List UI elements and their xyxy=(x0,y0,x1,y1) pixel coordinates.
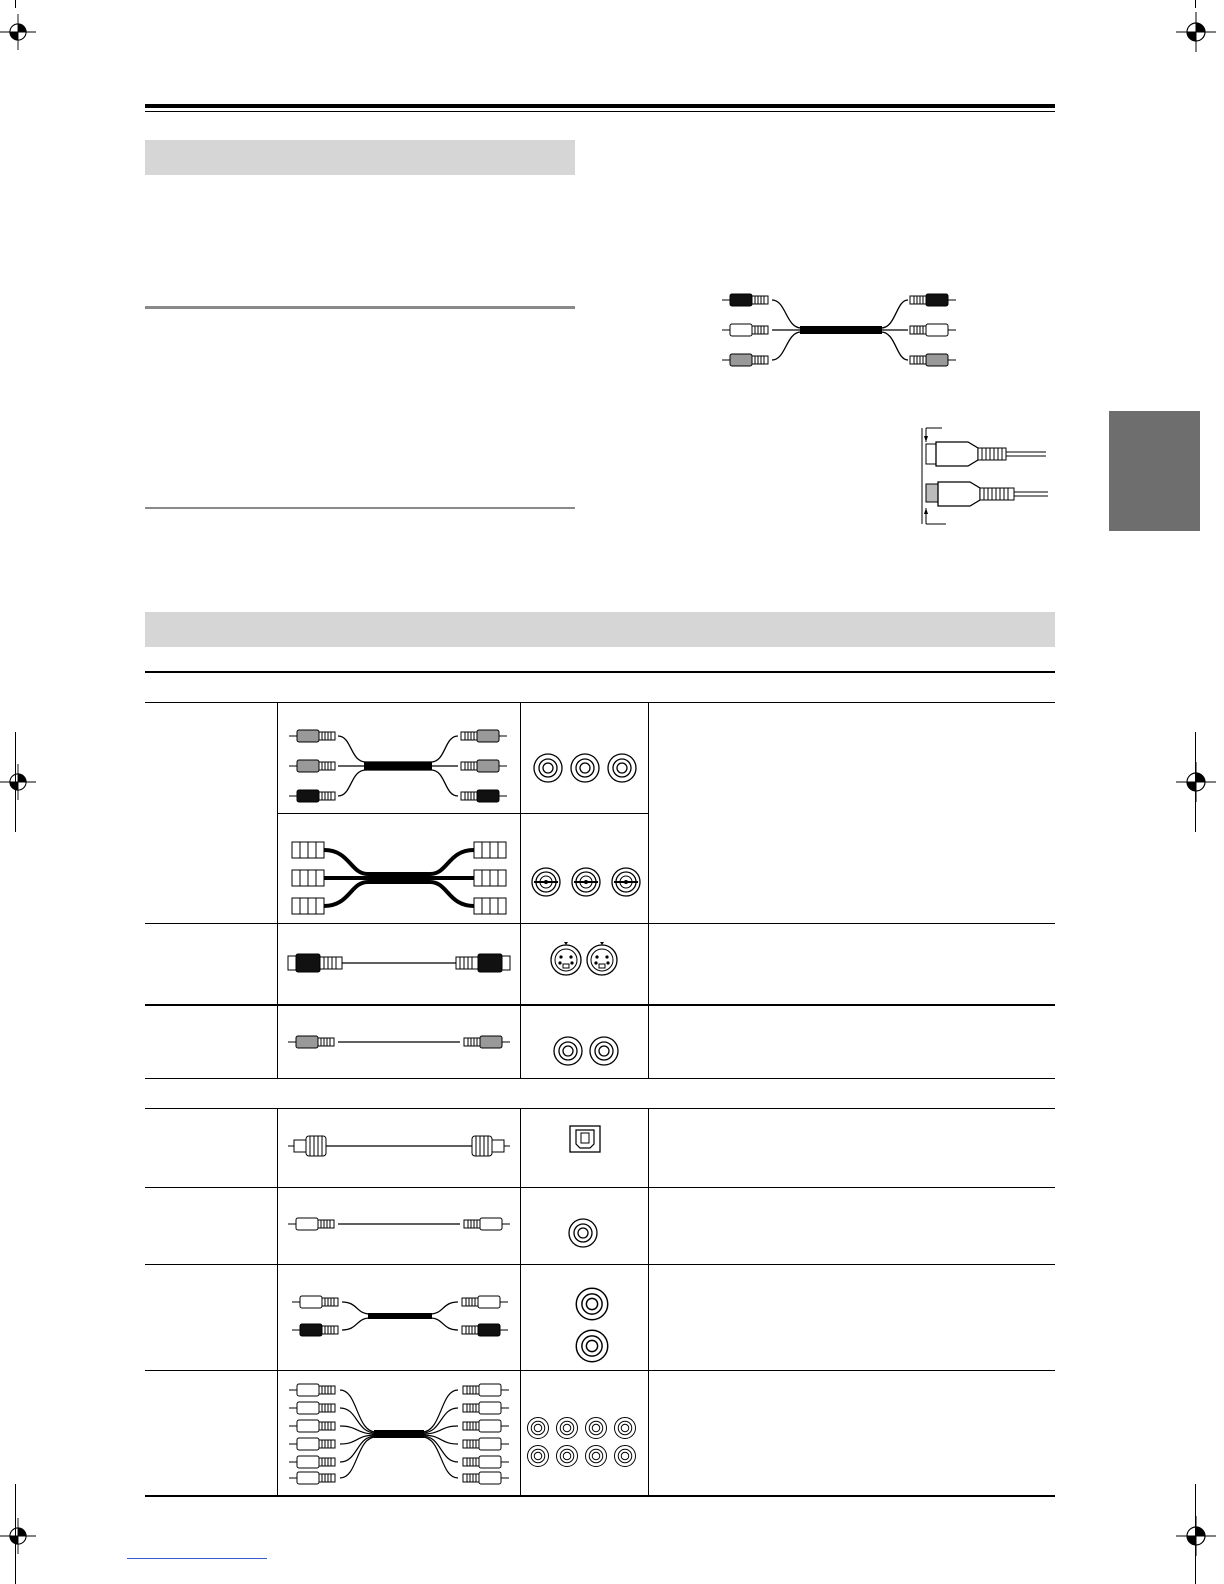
analog-audio-jacks-illustration xyxy=(572,1284,612,1366)
audio-group-header xyxy=(145,1082,1055,1108)
table-rule xyxy=(277,813,648,814)
column-divider xyxy=(648,702,649,1078)
coaxial-jack-illustration xyxy=(566,1216,600,1250)
table-rule xyxy=(145,702,1055,703)
multichannel-jacks-illustration xyxy=(524,1414,642,1470)
column-divider xyxy=(520,1108,521,1496)
table-bottom-rule xyxy=(145,1495,1055,1497)
crop-line xyxy=(15,1484,16,1584)
component-rca-jacks-illustration xyxy=(530,750,640,786)
component-bnc-cable-illustration xyxy=(288,836,510,918)
table-rule xyxy=(145,1370,1055,1371)
analog-audio-cable-illustration xyxy=(290,1292,512,1340)
column-divider xyxy=(520,702,521,1078)
crosshair-mark-bottom-left xyxy=(0,1516,36,1556)
chapter-tab xyxy=(1109,411,1200,531)
section-band-1 xyxy=(145,140,575,175)
header-rule-thick xyxy=(145,104,1055,108)
crop-line xyxy=(15,0,16,8)
bnc-jacks-illustration xyxy=(528,864,644,900)
table-rule xyxy=(145,1078,1055,1079)
composite-video-cable-illustration xyxy=(286,1034,512,1050)
av-cable-illustration xyxy=(716,290,966,370)
plug-insertion-illustration xyxy=(916,424,1050,528)
optical-digital-cable-illustration xyxy=(286,1134,512,1158)
table-rule xyxy=(145,1187,1055,1188)
optical-jack-illustration xyxy=(568,1124,602,1154)
crosshair-mark-top-right xyxy=(1176,12,1216,52)
table-rule xyxy=(145,1264,1055,1265)
s-video-jacks-illustration xyxy=(546,938,622,978)
crosshair-mark-mid-left xyxy=(0,762,36,802)
composite-jacks-illustration xyxy=(550,1034,622,1068)
crosshair-mark-mid-right xyxy=(1176,762,1216,802)
table-rule xyxy=(145,923,1055,924)
crop-line xyxy=(1195,0,1196,8)
table-rule xyxy=(145,1108,1055,1109)
video-group-header xyxy=(145,675,1055,701)
multichannel-cable-illustration xyxy=(286,1382,512,1486)
column-divider xyxy=(277,702,278,1078)
table-top-rule xyxy=(145,671,1055,673)
coaxial-digital-cable-illustration xyxy=(286,1216,512,1232)
crop-line xyxy=(1195,732,1196,832)
crosshair-mark-top-left xyxy=(0,12,36,52)
component-rca-cable-illustration xyxy=(286,724,511,808)
crop-line xyxy=(15,732,16,832)
subsection-rule xyxy=(145,306,575,309)
subsection-rule xyxy=(145,507,575,509)
s-video-cable-illustration xyxy=(286,952,512,974)
section-band-2 xyxy=(145,612,1055,647)
column-divider xyxy=(648,1108,649,1496)
footer-link-underline[interactable] xyxy=(127,1558,267,1559)
header-rule-thin xyxy=(145,111,1055,112)
column-divider xyxy=(277,1108,278,1496)
crosshair-mark-bottom-right xyxy=(1176,1516,1216,1556)
crop-line xyxy=(1195,1484,1196,1584)
table-rule xyxy=(145,1004,1055,1006)
